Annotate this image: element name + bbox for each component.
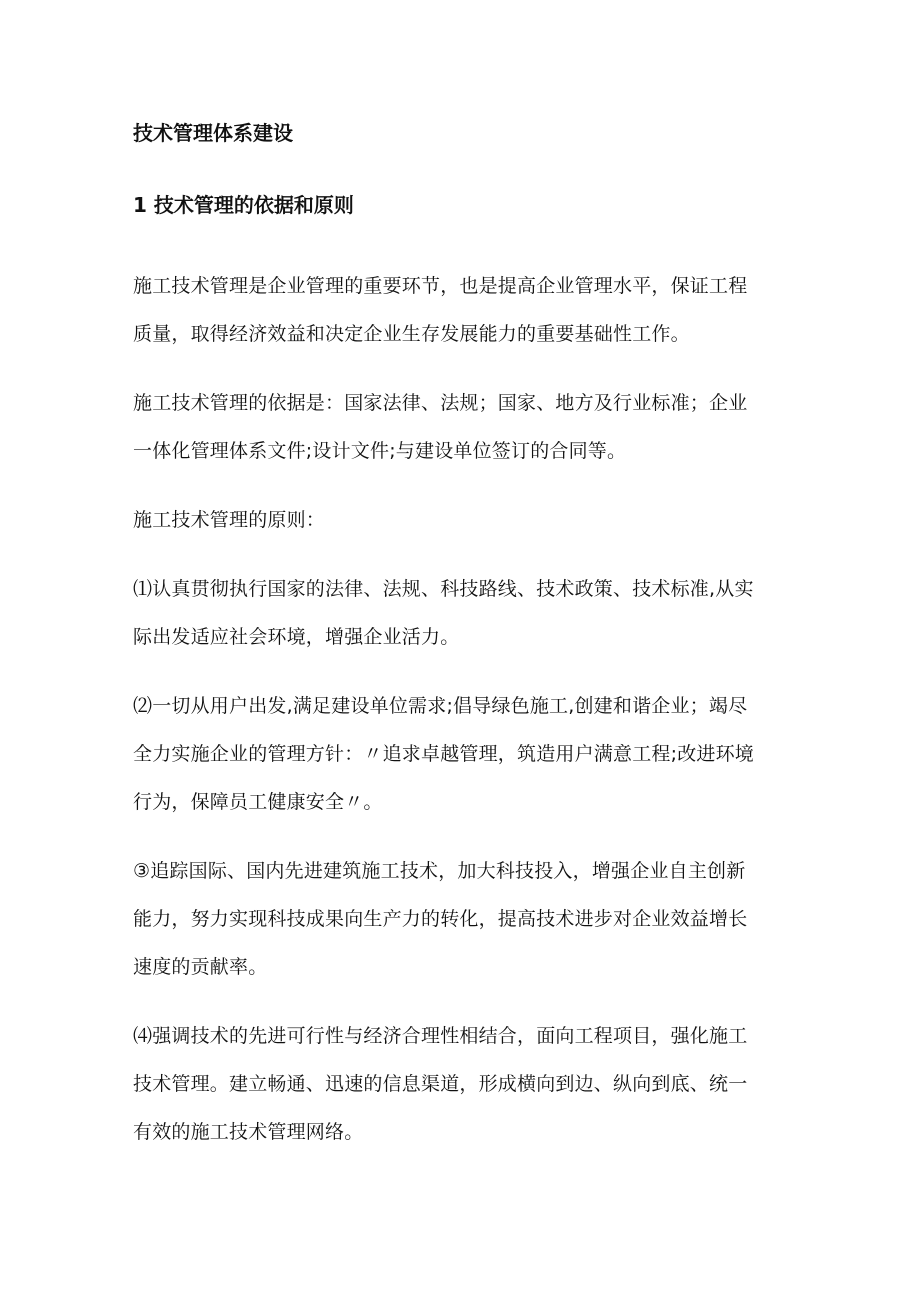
paragraph-line: ③追踪国际、国内先进建筑施工技术，加大科技投入，增强企业自主创新: [133, 860, 746, 882]
paragraph-line: 际出发适应社会环境，增强企业活力。: [133, 626, 460, 648]
paragraph-line: 速度的贡献率。: [133, 956, 268, 978]
document-body: [133, 118, 793, 1177]
paragraph-line: 施工技术管理的依据是：国家法律、法规；国家、地方及行业标准；企业: [133, 392, 748, 414]
paragraph-line: 行为，保障员工健康安全〃。: [133, 791, 383, 813]
paragraph-principle-1: [133, 565, 793, 661]
paragraph-line: ⑴认真贯彻执行国家的法律、法规、科技路线、技术政策、技术标准,从实: [133, 578, 754, 600]
paragraph-intro: [133, 262, 793, 358]
paragraph-line: 施工技术管理是企业管理的重要环节，也是提高企业管理水平，保证工程: [133, 275, 748, 297]
paragraph-line: ⑷强调技术的先进可行性与经济合理性相结合，面向工程项目，强化施工: [133, 1025, 748, 1047]
document-title: 技术管理体系建设: [133, 121, 293, 145]
paragraph-line: 一体化管理体系文件;设计文件;与建设单位签订的合同等。: [133, 440, 627, 462]
paragraph-principle-2: [133, 682, 793, 826]
paragraph-principles-lead: [133, 496, 793, 544]
paragraph-line: 有效的施工技术管理网络。: [133, 1121, 364, 1143]
paragraph-line: 能力，努力实现科技成果向生产力的转化，提高技术进步对企业效益增长: [133, 908, 748, 930]
paragraph-line: 全力实施企业的管理方针：〃追求卓越管理，筑造用户满意工程;改进环境: [133, 743, 755, 765]
paragraph-line: 施工技术管理的原则：: [133, 509, 326, 531]
paragraph-line: 技术管理。建立畅通、迅速的信息渠道，形成横向到边、纵向到底、统一: [133, 1073, 748, 1095]
section-heading: 1 技术管理的依据和原则: [133, 193, 354, 217]
paragraph-principle-4: [133, 1012, 793, 1156]
paragraph-principle-3: [133, 847, 793, 991]
paragraph-line: ⑵一切从用户出发,满足建设单位需求;倡导绿色施工,创建和谐企业；竭尽: [133, 695, 748, 717]
paragraph-basis: [133, 379, 793, 475]
paragraph-line: 质量，取得经济效益和决定企业生存发展能力的重要基础性工作。: [133, 323, 690, 345]
